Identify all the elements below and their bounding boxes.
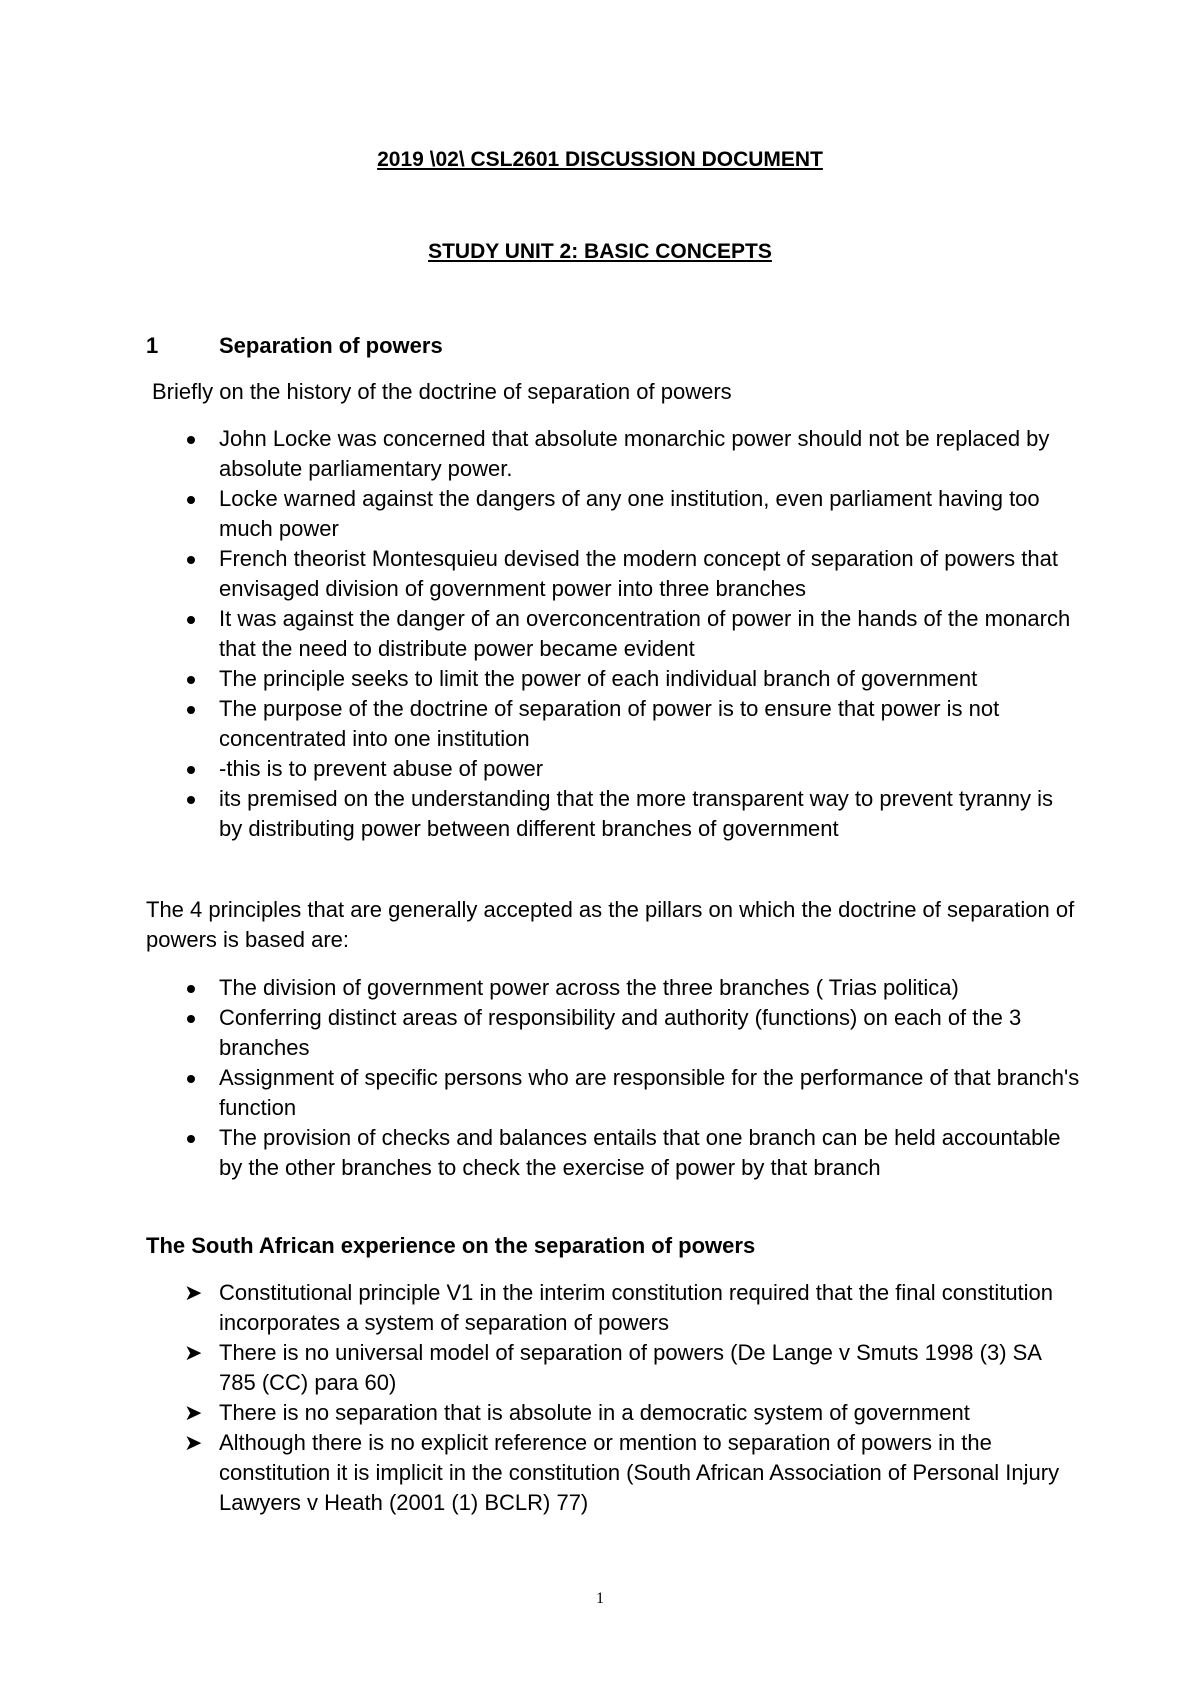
document-title: 2019 \02\ CSL2601 DISCUSSION DOCUMENT <box>377 148 823 171</box>
arrow-bullet-icon: ➤ <box>184 1340 203 1365</box>
sa-bullet-list <box>146 1278 1081 1518</box>
list-item: The principle seeks to limit the power of each individual branch of government <box>146 664 1081 694</box>
section-number: 1 <box>146 333 159 358</box>
list-item: its premised on the understanding that the more transparent way to prevent tyranny is by distributing power between different branches of government <box>146 784 1081 844</box>
bullet-icon <box>187 1135 195 1143</box>
list-item: French theorist Montesquieu devised the modern concept of separation of powers that envisaged division of government power into three branches <box>146 544 1081 604</box>
history-bullet-list <box>146 424 1081 844</box>
bullet-icon <box>187 616 195 624</box>
principles-intro: The 4 principles that are generally accepted as the pillars on which the doctrine of separation of powers is based are: <box>146 897 1075 952</box>
section-intro: Briefly on the history of the doctrine of separation of powers <box>152 379 732 404</box>
bullet-icon <box>187 706 195 714</box>
section-heading: Separation of powers <box>219 333 443 358</box>
list-item: ➤ There is no separation that is absolute in a democratic system of government <box>146 1398 1081 1428</box>
bullet-icon <box>187 496 195 504</box>
list-item: The provision of checks and balances entails that one branch can be held accountable by the other branches to check the exercise of power by that branch <box>146 1123 1081 1183</box>
principles-bullet-list <box>146 973 1081 1183</box>
arrow-bullet-icon: ➤ <box>184 1400 203 1425</box>
list-item: Assignment of specific persons who are responsible for the performance of that branch's function <box>146 1063 1081 1123</box>
list-item: Conferring distinct areas of responsibility and authority (functions) on each of the 3 branches <box>146 1003 1081 1063</box>
bullet-icon <box>187 556 195 564</box>
arrow-bullet-icon: ➤ <box>184 1430 203 1455</box>
list-item: John Locke was concerned that absolute monarchic power should not be replaced by absolute parliamentary power. <box>146 424 1081 484</box>
sa-section-heading: The South African experience on the separation of powers <box>146 1233 756 1258</box>
list-item: -this is to prevent abuse of power <box>146 754 1081 784</box>
document-subtitle: STUDY UNIT 2: BASIC CONCEPTS <box>428 240 772 263</box>
bullet-icon <box>187 436 195 444</box>
bullet-icon <box>187 1075 195 1083</box>
page-number: 1 <box>596 1590 604 1607</box>
list-item: ➤ Constitutional principle V1 in the interim constitution required that the final constitution incorporates a system of separation of powers <box>184 1280 1054 1335</box>
list-item: Locke warned against the dangers of any one institution, even parliament having too much power <box>146 484 1081 544</box>
list-item: ➤ Although there is no explicit reference or mention to separation of powers in the constitution it is implicit in the constitution (South African Association of Personal Injury Lawyers v Heath (2001 (1) BCLR) 77) <box>184 1430 1060 1515</box>
list-item: The purpose of the doctrine of separation of power is to ensure that power is not concentrated into one institution <box>146 694 1081 754</box>
list-item: It was against the danger of an overconcentration of power in the hands of the monarch that the need to distribute power became evident <box>146 604 1081 664</box>
list-item: ➤ There is no universal model of separation of powers (De Lange v Smuts 1998 (3) SA 785 (CC) para 60) <box>184 1340 1041 1395</box>
bullet-icon <box>187 766 195 774</box>
list-item: The division of government power across the three branches ( Trias politica) <box>146 973 1081 1003</box>
bullet-icon <box>187 676 195 684</box>
bullet-icon <box>187 985 195 993</box>
arrow-bullet-icon: ➤ <box>184 1280 203 1305</box>
bullet-icon <box>187 1015 195 1023</box>
bullet-icon <box>187 796 195 804</box>
